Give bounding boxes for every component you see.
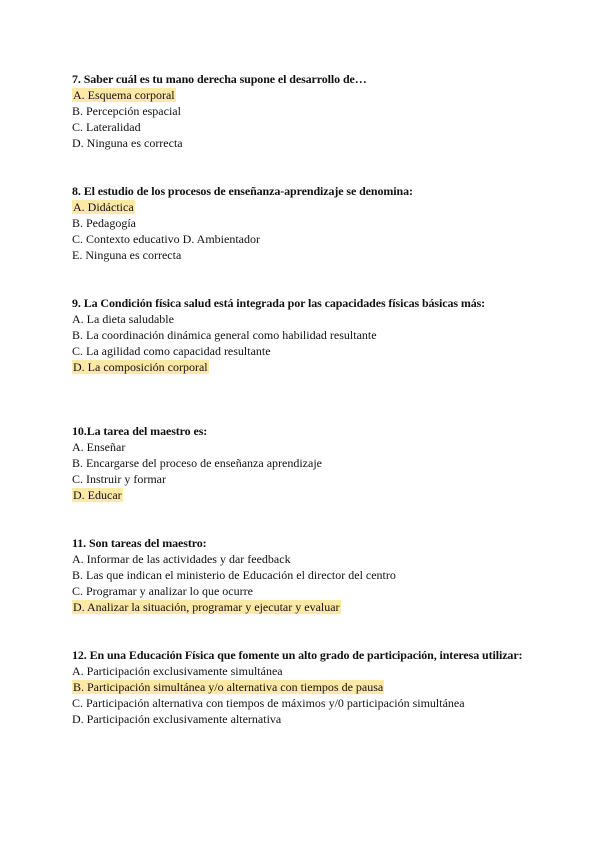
option-c: C. Lateralidad <box>72 120 141 134</box>
question-title: 8. El estudio de los procesos de enseñanza-aprendizaje se denomina: <box>72 184 413 198</box>
highlighted-answer: A. Esquema corporal <box>73 88 175 102</box>
question-title: 9. La Condición física salud está integrada por las capacidades físicas básicas más: <box>72 296 486 310</box>
question-11 <box>72 535 532 615</box>
option-a: A. Participación exclusivamente simultánea <box>72 664 283 678</box>
option-d: D. Participación exclusivamente alternativa <box>72 712 282 726</box>
option-a: A. Informar de las actividades y dar feedback <box>72 552 291 566</box>
option-d <box>72 599 532 615</box>
option-a: A. Enseñar <box>72 440 126 454</box>
option-a: A. La dieta saludable <box>72 312 174 326</box>
option-d: D. Ninguna es correcta <box>72 136 183 150</box>
question-9 <box>72 295 532 375</box>
question-7 <box>72 71 532 151</box>
option-b: B. Pedagogía <box>72 216 136 230</box>
highlighted-answer: A. Didáctica <box>73 200 134 214</box>
option-d <box>72 359 532 375</box>
option-b: B. Encargarse del proceso de enseñanza aprendizaje <box>72 456 322 470</box>
option-c: C. Contexto educativo D. Ambientador <box>72 232 260 246</box>
option-b: B. Las que indican el ministerio de Educación el director del centro <box>72 568 396 582</box>
highlighted-answer: B. Participación simultánea y/o alternativa con tiempos de pausa <box>73 680 384 694</box>
question-title: 12. En una Educación Física que fomente un alto grado de participación, interesa utilizar: <box>72 648 523 662</box>
highlighted-answer: D. Analizar la situación, programar y ejecutar y evaluar <box>73 600 340 614</box>
option-b: B. La coordinación dinámica general como habilidad resultante <box>72 328 377 342</box>
option-c: C. Participación alternativa con tiempos de máximos y/0 participación simultánea <box>72 696 465 710</box>
question-title: 11. Son tareas del maestro: <box>72 536 207 550</box>
question-8 <box>72 183 532 263</box>
highlighted-answer: D. Educar <box>73 488 122 502</box>
option-c: C. Programar y analizar lo que ocurre <box>72 584 253 598</box>
question-title: 10.La tarea del maestro es: <box>72 424 208 438</box>
option-e: E. Ninguna es correcta <box>72 248 182 262</box>
option-d <box>72 487 532 503</box>
option-c: C. Instruir y formar <box>72 472 166 486</box>
question-10 <box>72 423 532 503</box>
option-b <box>72 679 532 695</box>
option-a <box>72 199 532 215</box>
highlighted-answer: D. La composición corporal <box>73 360 208 374</box>
option-a <box>72 87 532 103</box>
question-title: 7. Saber cuál es tu mano derecha supone el desarrollo de… <box>72 72 367 86</box>
question-12 <box>72 647 532 727</box>
option-c: C. La agilidad como capacidad resultante <box>72 344 271 358</box>
option-b: B. Percepción espacial <box>72 104 181 118</box>
